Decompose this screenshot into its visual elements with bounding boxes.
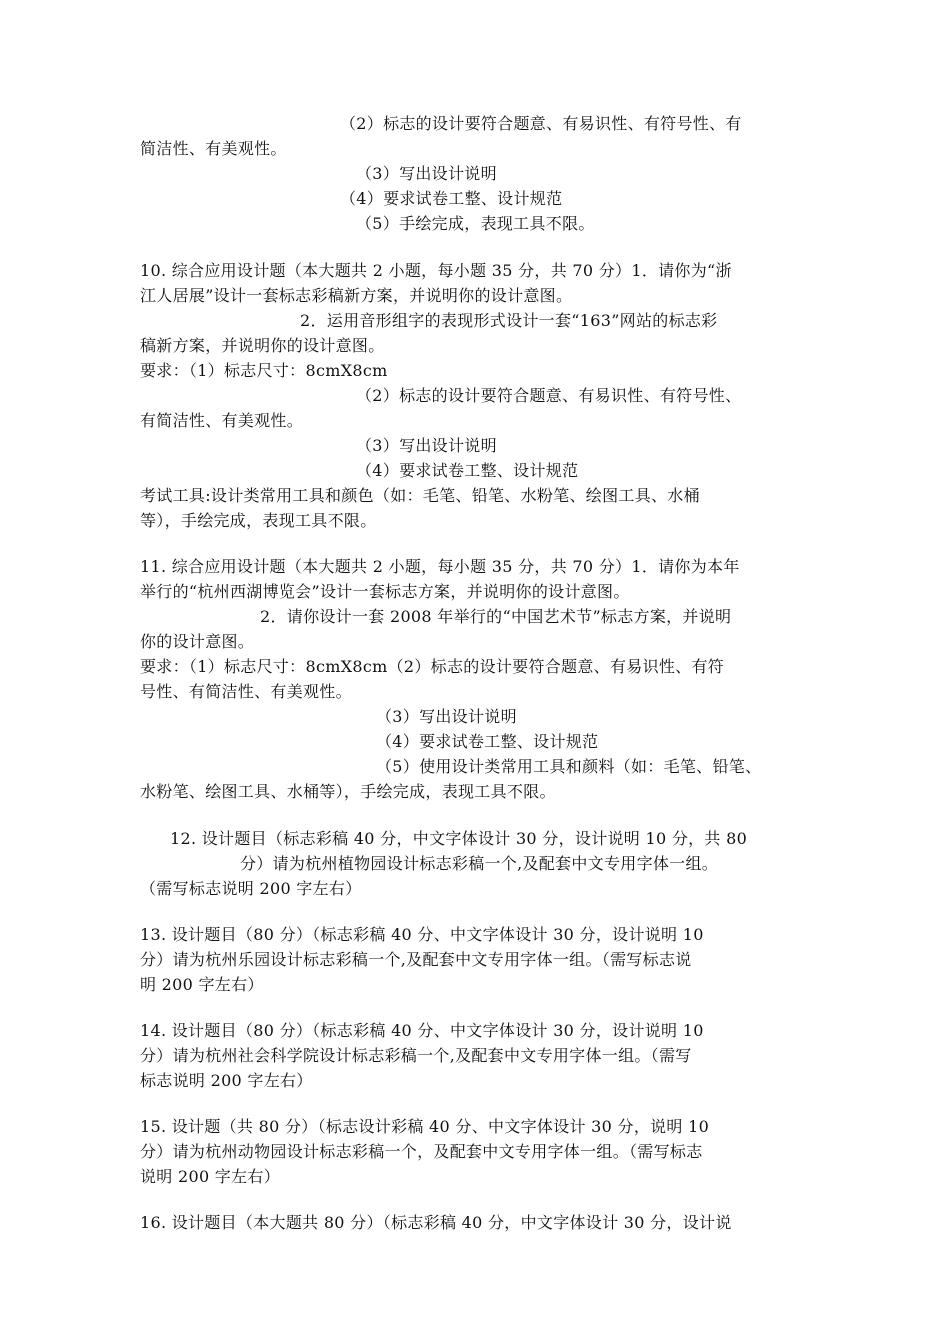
text-line: 11. 综合应用设计题（本大题共 2 小题，每小题 35 分，共 70 分）1．请你为本年 xyxy=(140,557,740,576)
text-line: 2．运用音形组字的表现形式设计一套“163”网站的标志彩 xyxy=(300,311,718,330)
text-line: 16. 设计题目（本大题共 80 分）（标志彩稿 40 分，中文字体设计 30 分，设计说 xyxy=(140,1213,732,1232)
text-line: 考试工具:设计类常用工具和颜色（如：毛笔、铅笔、水粉笔、绘图工具、水桶 xyxy=(140,486,700,505)
text-line: （4）要求试卷工整、设计规范 xyxy=(356,461,579,480)
text-line: （3）写出设计说明 xyxy=(356,164,497,183)
text-line: 分）请为杭州社会科学院设计标志彩稿一个,及配套中文专用字体一组。（需写 xyxy=(140,1046,692,1065)
text-line: 号性、有简洁性、有美观性。 xyxy=(140,682,352,701)
text-line: 说明 200 字左右） xyxy=(140,1167,281,1186)
text-line: 举行的“杭州西湖博览会”设计一套标志方案，并说明你的设计意图。 xyxy=(140,582,630,601)
text-line: 有简洁性、有美观性。 xyxy=(140,411,304,430)
text-line: （3）写出设计说明 xyxy=(376,707,517,726)
text-line: 13. 设计题目（80 分）（标志彩稿 40 分、中文字体设计 30 分，设计说明 10 xyxy=(140,925,704,944)
text-line: 要求：（1）标志尺寸：8cmX8cm xyxy=(140,361,388,380)
text-line: 分）请为杭州植物园设计标志彩稿一个,及配套中文专用字体一组。 xyxy=(240,854,719,873)
text-line: （2）标志的设计要符合题意、有易识性、有符号性、 xyxy=(356,386,742,405)
text-line: 10. 综合应用设计题（本大题共 2 小题，每小题 35 分，共 70 分）1．请你为“浙 xyxy=(140,261,732,280)
text-line: 要求：（1）标志尺寸：8cmX8cm（2）标志的设计要符合题意、有易识性、有符 xyxy=(140,657,725,676)
text-line: （5）手绘完成，表现工具不限。 xyxy=(356,214,595,233)
text-line: 12. 设计题目（标志彩稿 40 分，中文字体设计 30 分，设计说明 10 分，共 80 xyxy=(170,829,748,848)
text-line: （5）使用设计类常用工具和颜料（如：毛笔、铅笔、 xyxy=(376,757,762,776)
text-line: （4）要求试卷工整、设计规范 xyxy=(376,732,599,751)
text-line: 分）请为杭州乐园设计标志彩稿一个,及配套中文专用字体一组。（需写标志说 xyxy=(140,950,692,969)
text-line: （需写标志说明 200 字左右） xyxy=(140,879,362,898)
text-line: 你的设计意图。 xyxy=(140,632,255,651)
text-line: 15. 设计题（共 80 分）（标志设计彩稿 40 分、中文字体设计 30 分，说明 10 xyxy=(140,1117,710,1136)
text-line: 江人居展”设计一套标志彩稿新方案，并说明你的设计意图。 xyxy=(140,286,573,305)
text-line: 简洁性、有美观性。 xyxy=(140,139,287,158)
text-line: （2）标志的设计要符合题意、有易识性、有符号性、有 xyxy=(340,114,742,133)
text-line: 等），手绘完成，表现工具不限。 xyxy=(140,511,377,530)
text-line: （4）要求试卷工整、设计规范 xyxy=(340,189,563,208)
text-line: 明 200 字左右） xyxy=(140,975,264,994)
text-line: 标志说明 200 字左右） xyxy=(140,1071,313,1090)
text-line: 稿新方案，并说明你的设计意图。 xyxy=(140,336,385,355)
text-line: 2．请你设计一套 2008 年举行的“中国艺术节”标志方案，并说明 xyxy=(260,607,732,626)
text-line: 水粉笔、绘图工具、水桶等），手绘完成，表现工具不限。 xyxy=(140,782,556,801)
text-line: 分）请为杭州动物园设计标志彩稿一个，及配套中文专用字体一组。（需写标志 xyxy=(140,1142,703,1161)
text-line: （3）写出设计说明 xyxy=(356,436,497,455)
text-line: 14. 设计题目（80 分）（标志彩稿 40 分、中文字体设计 30 分，设计说明 10 xyxy=(140,1021,704,1040)
